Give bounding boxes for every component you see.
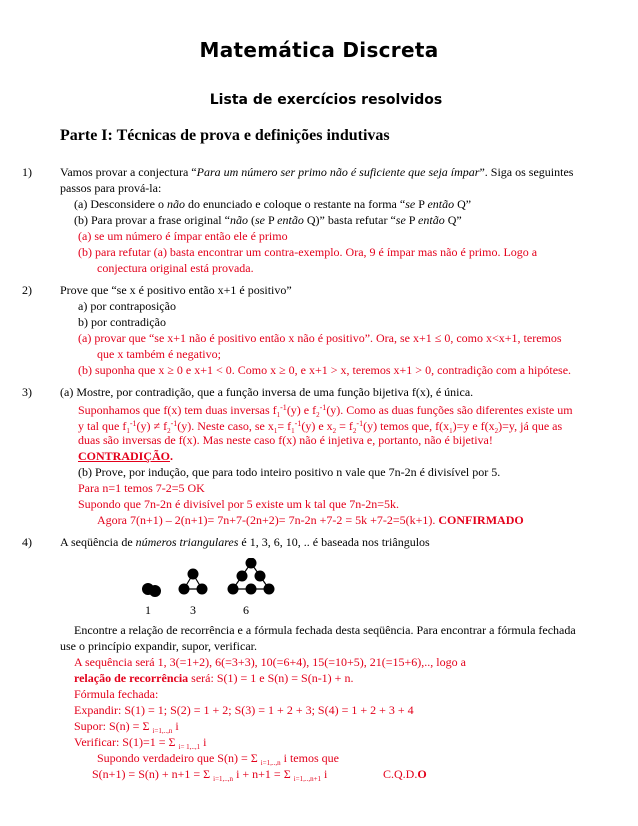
question-2: 2) Prove que “se x é positivo então x+1 é positivo”: [22, 283, 292, 297]
question-number: 4): [22, 535, 32, 549]
answer-4-sequence: A sequência será 1, 3(=1+2), 6(=3+3), 10(=6+4), 15(=10+5), 21(=15+6),.., logo a: [74, 655, 466, 669]
dot-3b: [197, 584, 208, 595]
answer-2a: (a) provar que “se x+1 não é positivo então x não é positivo”. Ora, se x+1 ≤ 0, como x<x+1, teremos: [78, 331, 562, 345]
question-1-step-b: (b) Para provar a frase original “não (se P então Q)” basta refutar “se P então Q”: [74, 213, 462, 227]
triangle-label-6: 6: [243, 603, 249, 617]
dot-6e: [255, 571, 266, 582]
answer-4-recurrence: relação de recorrência será: S(1) = 1 e S(n) = S(n-1) + n.: [74, 671, 354, 685]
triangular-numbers-figure: [138, 558, 288, 600]
dot-6a: [228, 584, 239, 595]
question-4: 4) A seqüência de números triangulares é 1, 3, 6, 10, .. é baseada nos triângulos: [22, 535, 430, 549]
answer-4-expand: Expandir: S(1) = 1; S(2) = 1 + 2; S(3) = 1 + 2 + 3; S(4) = 1 + 2 + 3 + 4: [74, 703, 414, 717]
answer-2a-cont: que x também é negativo;: [97, 347, 221, 361]
answer-3a-conclusion: CONTRADIÇÃO.: [78, 449, 174, 463]
dot-6b: [246, 584, 257, 595]
answer-4-induction: S(n+1) = S(n) + n+1 = Σ $_{i=1,..,n}$ i + n+1 = Σ $_{i=1,..,n+1}$ i: [92, 767, 328, 783]
answer-4-suppose: Supor: S(n) = Σ $_{i=1,..,n}$ i: [74, 719, 179, 735]
question-number: 2): [22, 283, 32, 297]
question-number: 3): [22, 385, 32, 399]
dot-3a: [179, 584, 190, 595]
page-title: Matemática Discreta: [199, 38, 439, 62]
answer-2b: (b) suponha que x ≥ 0 e x+1 < 0. Como x ≥ 0, e x+1 > x, teremos x+1 > 0, contradição com a hipótese.: [78, 363, 572, 377]
answer-4-verify: Verificar: S(1)=1 = Σ $_{i= 1,..,1}$ i: [74, 735, 207, 751]
dot-3c: [188, 569, 199, 580]
answer-4-closed-form: Fórmula fechada:: [74, 687, 159, 701]
question-number: 1): [22, 165, 32, 179]
answer-3b-hyp: Supondo que 7n-2n é divisível por 5 existe um k tal que 7n-2n=5k.: [78, 497, 400, 511]
answer-3b-step: Agora 7(n+1) – 2(n+1)= 7n+7-(2n+2)= 7n-2n +7-2 = 5k +7-2=5(k+1). CONFIRMADO: [97, 513, 524, 527]
question-3: 3) (a) Mostre, por contradição, que a função inversa de uma função bijetiva f(x), é única.: [22, 385, 474, 399]
question-1-step-a: (a) Desconsidere o não do enunciado e coloque o restante na forma “se P então Q”: [74, 197, 472, 211]
answer-3a-line-2: y tal que $f_1^{-1}(y) \ne f_2^{-1}(y)$. Neste caso, se $x_1= f_1^{-1}(y)$ e $x_2 = f_2^{-1}(y)$ temos que, $f(x_1)=y$ e $f(x_2)=y$, já que as: [78, 419, 563, 435]
answer-1b-cont: conjectura original está provada.: [97, 261, 254, 275]
question-1: 1) Vamos provar a conjectura “Para um número ser primo não é suficiente que seja ímpar”. Siga os seguintes: [22, 165, 574, 179]
triangle-label-3: 3: [190, 603, 196, 617]
dot-6f: [246, 558, 257, 569]
question-4-task-cont: use o princípio expandir, supor, verificar.: [60, 639, 257, 653]
answer-4-assume: Supondo verdadeiro que S(n) = Σ $_{i=1,..,n}$ i temos que: [97, 751, 339, 767]
dot-6c: [264, 584, 275, 595]
answer-3a-line-1: Suponhamos que f(x) tem duas inversas $f_1^{-1}(y)$ e $f_2^{-1}(y)$. Como as duas funções são diferentes existe um: [78, 403, 573, 419]
page-subtitle: Lista de exercícios resolvidos: [209, 92, 443, 108]
question-3-b: (b) Prove, por indução, que para todo inteiro positivo n vale que 7n-2n é divisível por 5.: [78, 465, 501, 479]
answer-3a-line-3: duas são inversas de f(x). Mas neste caso f(x) não é injetiva e, portanto, não é bijetiva!: [78, 433, 493, 447]
question-2-b: b) por contradição: [78, 315, 166, 329]
answer-3b-base: Para n=1 temos 7-2=5 OK: [78, 481, 205, 495]
question-4-task: Encontre a relação de recorrência e a fórmula fechada desta seqüência. Para encontrar a fórmula fechada: [74, 623, 576, 637]
triangle-label-1: 1: [145, 603, 151, 617]
answer-1a: (a) se um número é ímpar então ele é primo: [78, 229, 288, 243]
question-2-a: a) por contraposição: [78, 299, 176, 313]
answer-1b: (b) para refutar (a) basta encontrar um contra-exemplo. Ora, 9 é ímpar mas não é primo. Logo a: [78, 245, 538, 259]
dot-6d: [237, 571, 248, 582]
qed-mark: C.Q.D.O: [383, 767, 427, 781]
question-1-line-2: passos para prová-la:: [60, 181, 162, 195]
dot-1b: [149, 585, 161, 597]
part-heading: Parte I: Técnicas de prova e definições indutivas: [60, 127, 390, 144]
